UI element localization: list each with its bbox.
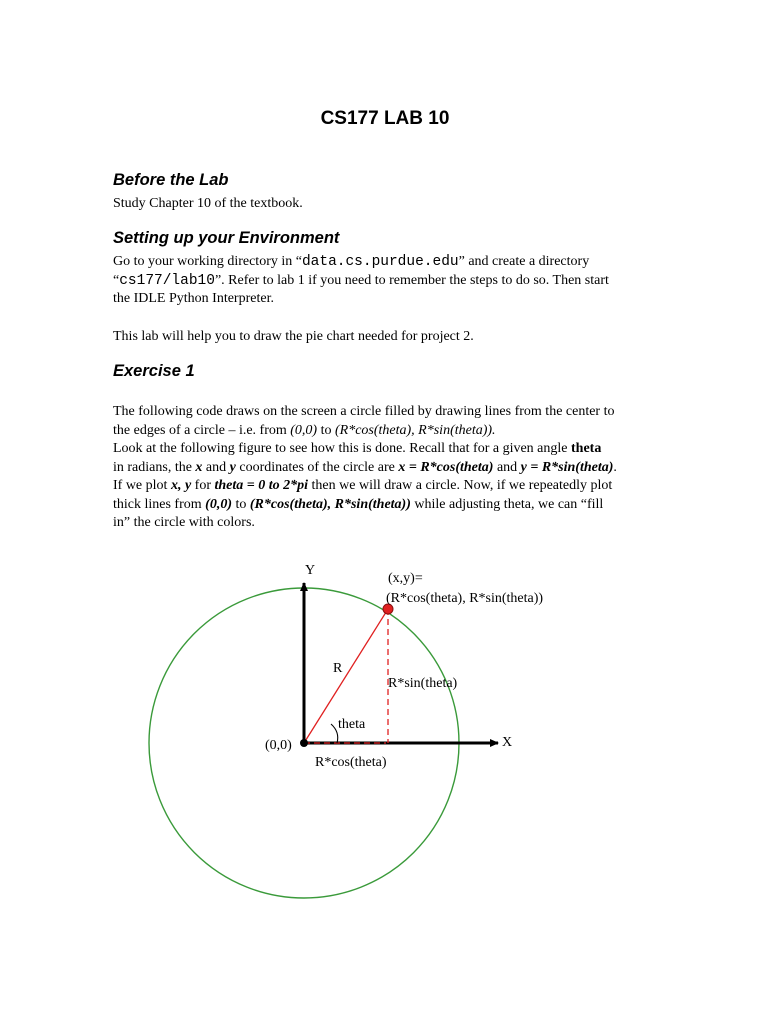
exercise-line-4: in radians, the x and y coordinates of the circle are x = R*cos(theta) and y = R*sin(theta). bbox=[113, 459, 617, 475]
exercise-line-6: thick lines from (0,0) to (R*cos(theta), R*sin(theta)) while adjusting theta, we can “fill bbox=[113, 496, 604, 512]
sin-label: R*sin(theta) bbox=[388, 676, 458, 691]
exercise-line-3: Look at the following figure to see how this is done. Recall that for a given angle theta bbox=[113, 441, 602, 456]
y-axis-label: Y bbox=[305, 563, 316, 578]
dir-code: cs177/lab10 bbox=[119, 272, 215, 289]
setup-line-3: the IDLE Python Interpreter. bbox=[113, 291, 274, 306]
heading-setup: Setting up your Environment bbox=[113, 229, 340, 247]
theta-label: theta bbox=[338, 717, 366, 732]
host-code: data.cs.purdue.edu bbox=[301, 254, 459, 270]
page-title: CS177 LAB 10 bbox=[320, 108, 450, 129]
origin-point bbox=[300, 739, 308, 747]
exercise-line-1: The following code draws on the screen a circle filled by drawing lines from the center to bbox=[113, 404, 615, 419]
before-lab-text: Study Chapter 10 of the textbook. bbox=[113, 196, 303, 211]
exercise-line-7: in” the circle with colors. bbox=[113, 515, 255, 530]
heading-before-lab: Before the Lab bbox=[113, 171, 229, 189]
origin-label: (0,0) bbox=[265, 738, 292, 753]
radius-label: R bbox=[333, 661, 343, 676]
point-label-line-1: (x,y)= bbox=[388, 571, 423, 586]
exercise-line-2: the edges of a circle – i.e. from (0,0) to (R*cos(theta), R*sin(theta)). bbox=[113, 422, 496, 438]
setup-line-1: Go to your working directory in “data.cs.purdue.edu” and create a directory bbox=[113, 254, 590, 270]
x-axis-label: X bbox=[502, 735, 513, 750]
setup-note: This lab will help you to draw the pie chart needed for project 2. bbox=[113, 329, 474, 344]
exercise-line-5: If we plot x, y for theta = 0 to 2*pi then we will draw a circle. Now, if we repeatedly plot bbox=[113, 478, 613, 493]
theta-arc bbox=[331, 724, 338, 743]
cos-label: R*cos(theta) bbox=[315, 755, 387, 770]
setup-line-2: “cs177/lab10”. Refer to lab 1 if you need to remember the steps to do so. Then start bbox=[113, 272, 609, 289]
point-label-line-2: (R*cos(theta), R*sin(theta)) bbox=[386, 591, 544, 606]
heading-exercise-1: Exercise 1 bbox=[113, 362, 195, 380]
